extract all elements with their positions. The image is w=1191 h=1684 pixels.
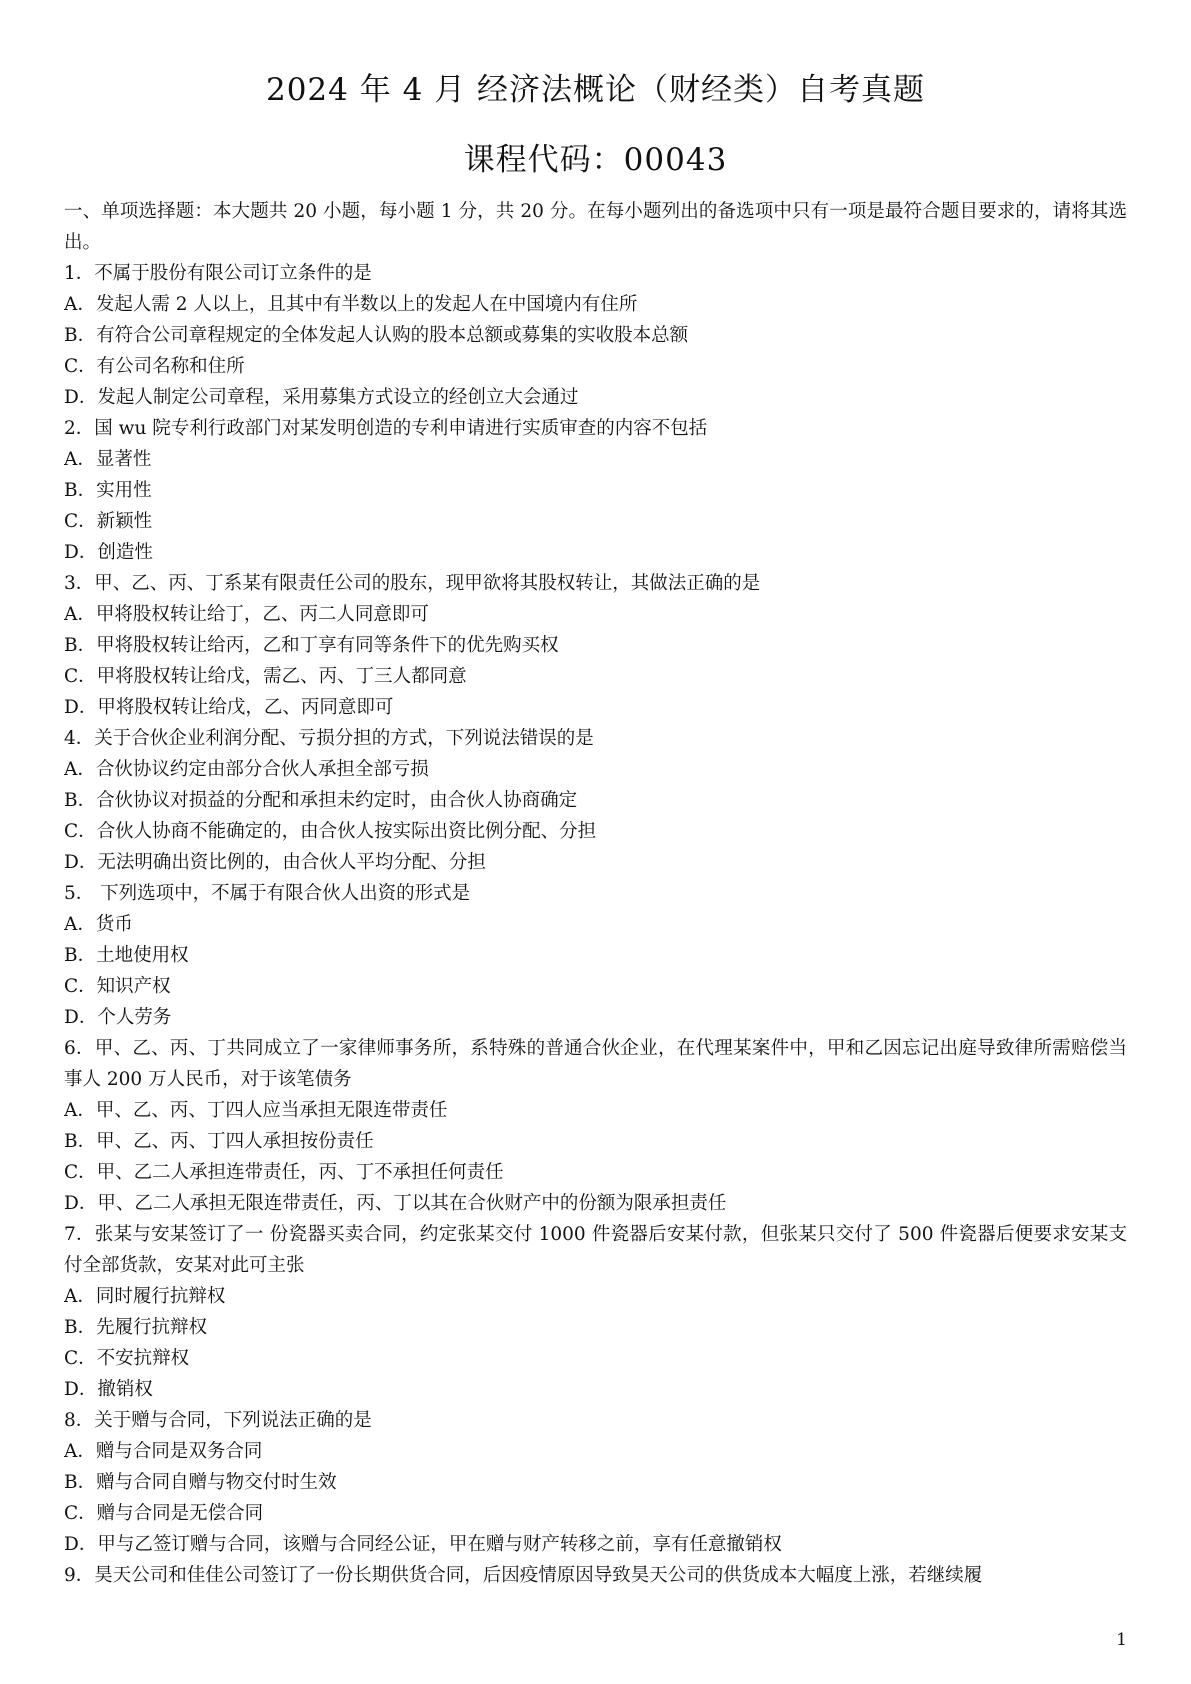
answer-option: B．先履行抗辩权 bbox=[64, 1317, 208, 1338]
page-number: 1 bbox=[1116, 1630, 1127, 1650]
answer-option: D．创造性 bbox=[64, 542, 153, 563]
answer-option: C．不安抗辩权 bbox=[64, 1348, 190, 1369]
question-stem: 1．不属于股份有限公司订立条件的是 bbox=[64, 263, 372, 284]
answer-option: C．赠与合同是无偿合同 bbox=[64, 1503, 264, 1524]
question-stem: 6．甲、乙、丙、丁共同成立了一家律师事务所，系特殊的普通合伙企业，在代理某案件中，甲和乙因忘记出庭导致律所需赔偿当事人 200 万人民币，对于该笔债务 bbox=[64, 1038, 1127, 1090]
answer-option: D．发起人制定公司章程，采用募集方式设立的经创立大会通过 bbox=[64, 387, 579, 408]
answer-option: A．赠与合同是双务合同 bbox=[64, 1441, 263, 1462]
answer-option: D．撤销权 bbox=[64, 1379, 153, 1400]
answer-option: B．赠与合同自赠与物交付时生效 bbox=[64, 1472, 337, 1493]
answer-option: B．甲将股权转让给丙，乙和丁享有同等条件下的优先购买权 bbox=[64, 635, 559, 656]
question-stem: 7．张某与安某签订了一 份瓷器买卖合同，约定张某交付 1000 件瓷器后安某付款，但张某只交付了 500 件瓷器后便要求安某支付全部货款，安某对此可主张 bbox=[64, 1224, 1127, 1276]
answer-option: A．合伙协议约定由部分合伙人承担全部亏损 bbox=[64, 759, 429, 780]
answer-option: C．新颖性 bbox=[64, 511, 153, 532]
answer-option: C．甲将股权转让给戊，需乙、丙、丁三人都同意 bbox=[64, 666, 467, 687]
answer-option: B．有符合公司章程规定的全体发起人认购的股本总额或募集的实收股本总额 bbox=[64, 325, 689, 346]
answer-option: C．合伙人协商不能确定的，由合伙人按实际出资比例分配、分担 bbox=[64, 821, 597, 842]
answer-option: B．实用性 bbox=[64, 480, 152, 501]
answer-option: B．合伙协议对损益的分配和承担未约定时，由合伙人协商确定 bbox=[64, 790, 578, 811]
answer-option: D．个人劳务 bbox=[64, 1007, 172, 1028]
answer-option: D．甲将股权转让给戊，乙、丙同意即可 bbox=[64, 697, 394, 718]
answer-option: A．显著性 bbox=[64, 449, 152, 470]
question-stem: 2．国 wu 院专利行政部门对某发明创造的专利申请进行实质审查的内容不包括 bbox=[64, 418, 708, 439]
answer-option: D．无法明确出资比例的，由合伙人平均分配、分担 bbox=[64, 852, 486, 873]
answer-option: B．土地使用权 bbox=[64, 945, 189, 966]
page-title: 2024 年 4 月 经济法概论（财经类）自考真题 bbox=[265, 72, 926, 108]
answer-option: C．知识产权 bbox=[64, 976, 171, 997]
answer-option: C．有公司名称和住所 bbox=[64, 356, 245, 377]
question-stem: 4．关于合伙企业利润分配、亏损分担的方式，下列说法错误的是 bbox=[64, 728, 594, 749]
question-stem: 5． 下列选项中，不属于有限合伙人出资的形式是 bbox=[64, 883, 471, 904]
answer-option: A．同时履行抗辩权 bbox=[64, 1286, 226, 1307]
answer-option: A．货币 bbox=[64, 914, 133, 935]
question-stem: 9．昊天公司和佳佳公司签订了一份长期供货合同，后因疫情原因导致昊天公司的供货成本大幅度上涨，若继续履 bbox=[64, 1565, 983, 1586]
answer-option: A．甲将股权转让给丁，乙、丙二人同意即可 bbox=[64, 604, 429, 625]
question-stem: 8．关于赠与合同，下列说法正确的是 bbox=[64, 1410, 372, 1431]
answer-option: A．发起人需 2 人以上，且其中有半数以上的发起人在中国境内有住所 bbox=[64, 294, 638, 315]
section-instruction: 一、单项选择题：本大题共 20 小题，每小题 1 分，共 20 分。在每小题列出的备选项中只有一项是最符合题目要求的，请将其选出。 bbox=[64, 201, 1127, 253]
answer-option: D．甲、乙二人承担无限连带责任，丙、丁以其在合伙财产中的份额为限承担责任 bbox=[64, 1193, 727, 1214]
course-code: 课程代码：00043 bbox=[463, 142, 728, 178]
answer-option: C．甲、乙二人承担连带责任，丙、丁不承担任何责任 bbox=[64, 1162, 504, 1183]
answer-option: A．甲、乙、丙、丁四人应当承担无限连带责任 bbox=[64, 1100, 448, 1121]
answer-option: D．甲与乙签订赠与合同，该赠与合同经公证，甲在赠与财产转移之前，享有任意撤销权 bbox=[64, 1534, 782, 1555]
question-stem: 3．甲、乙、丙、丁系某有限责任公司的股东，现甲欲将其股权转让，其做法正确的是 bbox=[64, 573, 761, 594]
exam-body bbox=[64, 196, 1127, 1591]
answer-option: B．甲、乙、丙、丁四人承担按份责任 bbox=[64, 1131, 374, 1152]
